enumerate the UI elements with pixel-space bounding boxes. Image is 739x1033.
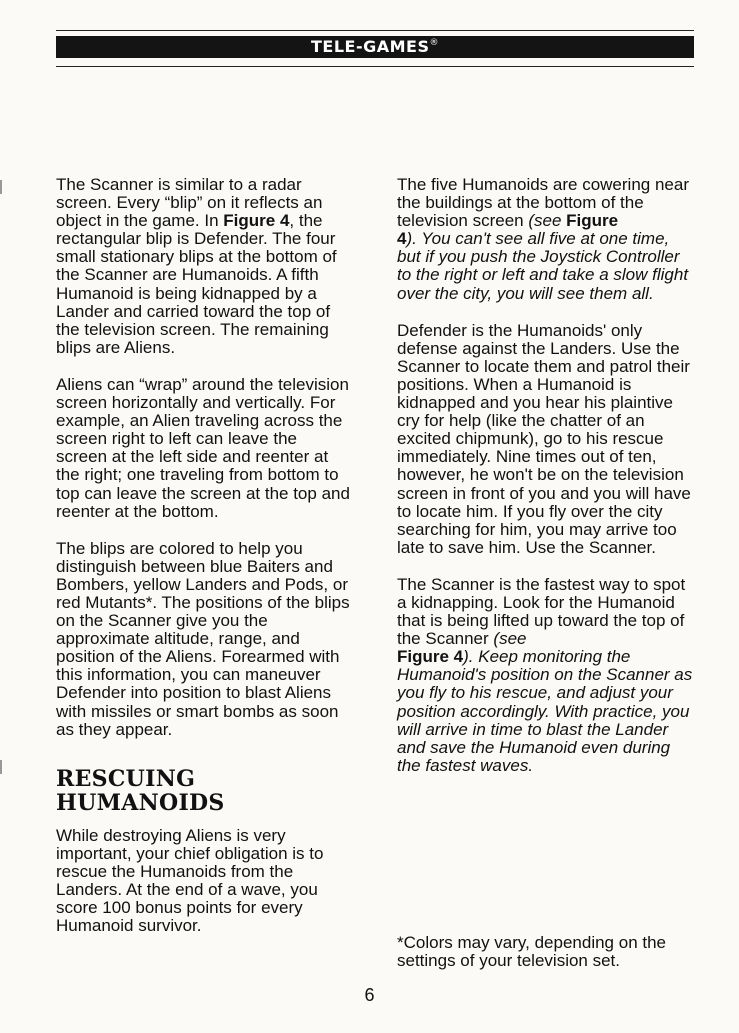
- paragraph-fastest-way: The Scanner is the fastest way to spot a kidnapping. Look for the Humanoid that is being lifted up toward the top of the Scanner (see Figure 4). Keep monitoring the Humanoid's position on the Scanner as you fly to his rescue, and adjust your position accordingly. With practice, you will arrive in time to blast the Lander and save the Humanoid even during the fastest waves.: [397, 574, 693, 775]
- header-rule-top: [56, 30, 694, 31]
- left-column: [56, 176, 352, 954]
- figure-reference: Figure 4: [223, 211, 290, 231]
- paragraph-humanoids: The five Humanoids are cowering near the buildings at the bottom of the television screen (see Figure 4). You can't see all five at one time, but if you push the Joystick Controller to the right or left and take a slow flight over the city, you will see them all.: [397, 175, 689, 303]
- figure-reference: Figure: [566, 211, 619, 231]
- brand-title: TELE-GAMES: [311, 37, 430, 56]
- registered-mark: ®: [429, 38, 439, 48]
- paragraph-blip-colors: The blips are colored to help you distinguish between blue Baiters and Bombers, yellow Landers and Pods, or red Mutants*. The positions of the blips on the Scanner give you the approximate altitude, range, and position of the Aliens. Forearmed with this information, you can maneuver Defender into position to blast Aliens with missiles or smart bombs as soon as they appear.: [56, 538, 350, 739]
- paragraph-defense: Defender is the Humanoids' only defense against the Landers. Use the Scanner to locate them and patrol their positions. When a Humanoid is kidnapped and you hear his plaintive cry for help (like the chatter of an excited chipmunk), go to his rescue immediately. Nine times out of ten, however, he won't be on the television screen in front of you and you will have to locate him. If you fly over the city searching for him, you may arrive too late to save him. Use the Scanner.: [397, 320, 691, 557]
- paragraph-rescue-intro: While destroying Aliens is very important, your chief obligation is to rescue the Humanoids from the Landers. At the end of a wave, you score 100 bonus points for every Humanoid survivor.: [56, 825, 324, 936]
- page-number: 6: [364, 985, 375, 1005]
- scan-edge-mark: [0, 760, 2, 774]
- footnote: *Colors may vary, depending on the settings of your television set.: [397, 933, 667, 971]
- paragraph-wrap: Aliens can “wrap” around the television screen horizontally and vertically. For example, an Alien traveling across the screen right to left can leave the screen at the left side and reenter at the right; one traveling from bottom to top can leave the screen at the top and reenter at the bottom.: [56, 374, 350, 521]
- header-banner: [56, 36, 694, 58]
- paragraph-scanner-intro: The Scanner is similar to a radar screen. Every “blip” on it reflects an object in the game. In Figure 4, the rectangular blip is Defender. The four small stationary blips at the bottom of the Scanner are Humanoids. A fifth Humanoid is being kidnapped by a Lander and carried toward the top of the television screen. The remaining blips are Aliens.: [56, 175, 337, 357]
- header-rule-bottom: [56, 66, 694, 67]
- scan-edge-mark: [0, 180, 2, 194]
- section-heading: RESCUING HUMANOIDS: [56, 765, 225, 816]
- right-column: [397, 176, 695, 794]
- figure-reference: Figure 4: [397, 647, 464, 667]
